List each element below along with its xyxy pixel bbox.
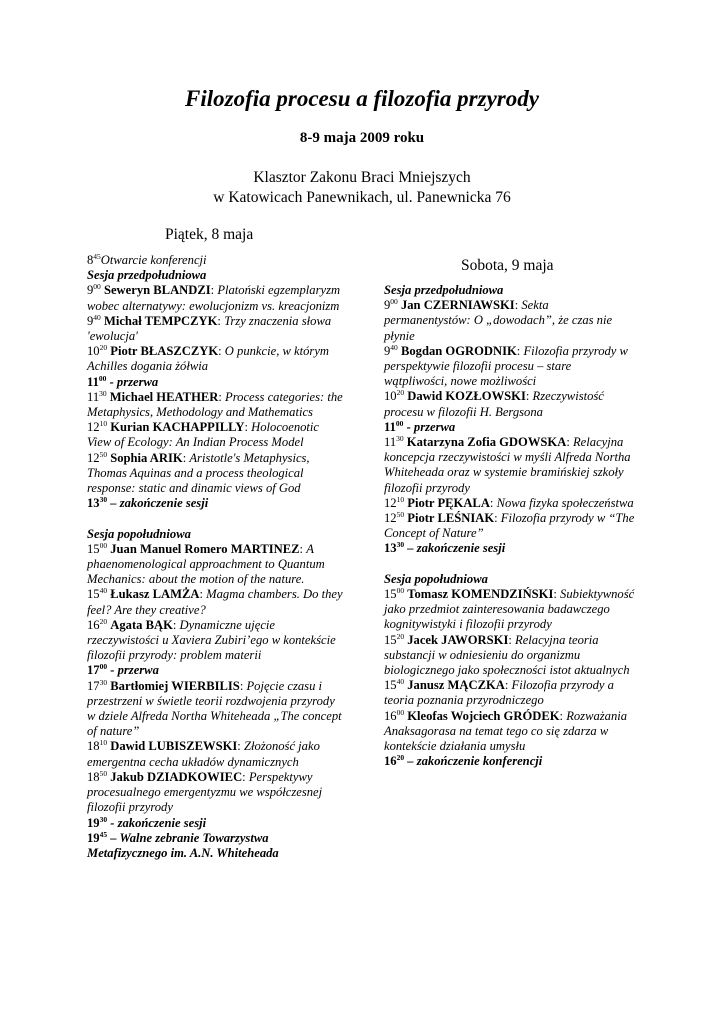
- time-hour: 17: [87, 678, 100, 693]
- time-minutes: 50: [99, 768, 108, 778]
- program-item: $9^{40}$ Bogdan OGRODNIK: Filozofia przyrody w perspektywie filozofii procesu – stare wątpliwości, nowe możliwości: [384, 342, 628, 389]
- time: [87, 618, 107, 632]
- program-item: $11^{30}$ Katarzyna Zofia GDOWSKA: Relacyjna koncepcja rzeczywistości w myśli Alfreda Northa Whiteheada oraz w systemie bramińskiej szkoły filozofii przyrody: [384, 434, 631, 495]
- talk-title: Magma chambers. Do they feel? Are they creative?: [87, 587, 343, 617]
- program-item: [384, 420, 636, 435]
- talk-title: Trzy znaczenia słowa 'ewolucja': [87, 313, 332, 344]
- program-item: [384, 541, 636, 556]
- time: [384, 511, 404, 525]
- speaker-name: Jakub DZIADKOWIEC: [110, 769, 243, 784]
- venue: [0, 168, 724, 208]
- program-item: $15^{40}$ Łukasz LAMŻA: Magma chambers. Do they feel? Are they creative?: [87, 586, 343, 617]
- session-heading: [384, 283, 636, 298]
- talk-title: Subiektywność jako przedmiot zainteresowania badawczego kognitywistyki i filozofii przyrody: [384, 587, 635, 632]
- time: [87, 451, 107, 465]
- time-hour: 18: [87, 769, 100, 784]
- time-minutes: 30: [396, 540, 405, 550]
- speaker-name: Dawid LUBISZEWSKI: [110, 739, 238, 754]
- time-minutes: 00: [395, 418, 404, 428]
- speaker-name: Piotr PĘKALA: [407, 495, 490, 510]
- time-hour: 15: [384, 587, 397, 602]
- time-minutes: 30: [99, 388, 107, 398]
- time-hour: 15: [384, 678, 397, 693]
- speaker-name: Kurian KACHAPPILLY: [110, 420, 245, 435]
- time-minutes: 30: [99, 677, 108, 687]
- item-text: Otwarcie konferencji: [100, 253, 207, 267]
- time: [87, 283, 101, 297]
- program-item: $15^{00}$ Tomasz KOMENDZIŃSKI: Subiektywność jako przedmiot zainteresowania badawczego kognitywistyki i filozofii przyrody: [384, 586, 635, 632]
- time-hour: 16: [87, 617, 100, 632]
- talk-title: Holocoenotic View of Ecology: An Indian Process Model: [87, 420, 320, 450]
- time-hour: 16: [384, 708, 397, 723]
- speaker-name: Jan CZERNIAWSKI: [400, 298, 515, 313]
- time: [87, 831, 107, 845]
- speaker-name: Bogdan OGRODNIK: [400, 343, 517, 358]
- time: [87, 816, 107, 830]
- time-minutes: 00: [396, 707, 405, 717]
- break-label: – Walne zebranie Towarzystwa Metafizycznego im. A.N. Whiteheada: [87, 830, 279, 860]
- saturday-heading: Sobota, 9 maja: [461, 257, 554, 274]
- program-item: [87, 663, 345, 678]
- program-item: $12^{10}$ Piotr PĘKALA: Nowa fizyka społeczeństwa: [384, 494, 634, 510]
- time-hour: 11: [87, 374, 99, 389]
- time: [384, 298, 398, 312]
- saturday-program: [384, 283, 636, 769]
- program-item: $9^{00}$ Jan CZERNIAWSKI: Sekta permanentystów: O „dowodach”, że czas nie płynie: [384, 297, 613, 343]
- time-hour: 11: [87, 389, 100, 404]
- program-item: $15^{20}$ Jacek JAWORSKI: Relacyjna teoria substancji w odniesieniu do organizmu biologicznego jako społeczności istot aktualnych: [384, 631, 630, 678]
- program-item: $18^{10}$ Dawid LUBISZEWSKI: Złożoność jako emergentna cecha układów dynamicznych: [87, 738, 320, 769]
- time: [87, 375, 106, 389]
- session-label: Sesja przedpołudniowa: [87, 268, 207, 283]
- time-minutes: 10: [99, 419, 108, 429]
- spacer: [384, 557, 636, 572]
- talk-title: Złożoność jako emergentna cecha układów dynamicznych: [87, 739, 320, 769]
- time: [87, 253, 101, 267]
- time: [384, 435, 404, 449]
- speaker-name: Sophia ARIK: [110, 450, 183, 465]
- time-hour: 13: [87, 496, 100, 511]
- speaker-name: Michał TEMPCZYK: [103, 313, 218, 328]
- time-hour: 18: [87, 739, 100, 754]
- speaker-name: Bartłomiej WIERBILIS: [110, 678, 240, 693]
- speaker-name: Dawid KOZŁOWSKI: [407, 389, 526, 404]
- speaker-name: Piotr BŁASZCZYK: [110, 344, 219, 359]
- time-hour: 10: [87, 344, 100, 359]
- time-minutes: 40: [396, 677, 405, 687]
- time-hour: 8: [87, 253, 94, 267]
- time-minutes: 45: [99, 829, 108, 839]
- time-minutes: 40: [390, 342, 398, 352]
- time-minutes: 00: [99, 540, 108, 550]
- time-hour: 12: [384, 511, 397, 526]
- talk-title: Dynamiczne ujęcie rzeczywistości u Xaviera Zubiri’ego w kontekście filozofii przyrody: problem materii: [87, 617, 336, 663]
- spacer: [87, 511, 345, 526]
- time-hour: 19: [87, 815, 100, 830]
- talk-title: Filozofia przyrody a teoria poznania przyrodniczego: [384, 678, 614, 708]
- time: [87, 496, 107, 510]
- program-item: [87, 496, 345, 511]
- talk-title: Relacyjna koncepcja rzeczywistości w myśli Alfreda Northa Whiteheada oraz w systemie bramińskiej szkoły filozofii przyrody: [384, 435, 631, 495]
- talk-title: Rzeczywistość procesu w filozofii H. Bergsona: [384, 389, 604, 419]
- time: [87, 542, 107, 556]
- talk-title: O punkcie, w którym Achilles dogania żółwia: [87, 344, 330, 374]
- time: [384, 389, 404, 403]
- time-minutes: 00: [98, 373, 107, 383]
- time-hour: 9: [384, 298, 391, 313]
- time: [87, 587, 107, 601]
- time: [87, 679, 107, 693]
- talk-title: Pojęcie czasu i przestrzeni w świetle teorii rozdwojenia przyrody w dziele Alfreda Northa Whiteheada „The concept of nature”: [87, 678, 342, 739]
- program-item: $17^{30}$ Bartłomiej WIERBILIS: Pojęcie czasu i przestrzeni w świetle teorii rozdwojenia przyrody w dziele Alfreda Northa Whiteheada „The concept of nature”: [87, 677, 342, 739]
- speaker-name: Juan Manuel Romero MARTINEZ: [110, 541, 300, 556]
- time: [384, 496, 404, 510]
- talk-title: Rozważania Anaksagorasa na temat tego co się zdarza w kontekście działania umysłu: [384, 708, 628, 754]
- session-label: Sesja popołudniowa: [384, 571, 488, 586]
- friday-program: [87, 253, 345, 861]
- session-label: Sesja popołudniowa: [87, 526, 191, 541]
- program-item: $15^{40}$ Janusz MĄCZKA: Filozofia przyrody a teoria poznania przyrodniczego: [384, 677, 614, 708]
- program-item: $15^{00}$ Juan Manuel Romero MARTINEZ: A phaenomenological approachment to Quantum Mechanics: about the motion of the nature.: [87, 540, 325, 587]
- time: [384, 344, 398, 358]
- program-item: $16^{00}$ Kleofas Wojciech GRÓDEK: Rozważania Anaksagorasa na temat tego co się zdarza w kontekście działania umysłu: [384, 707, 628, 754]
- venue-line-1: Klasztor Zakonu Braci Mniejszych: [253, 169, 471, 186]
- time-minutes: 40: [93, 312, 101, 322]
- time-minutes: 00: [390, 297, 398, 307]
- talk-title: A phaenomenological approachment to Quantum Mechanics: about the motion of the nature.: [87, 541, 325, 587]
- time-hour: 9: [87, 283, 94, 298]
- program-item: [87, 831, 345, 861]
- time: [384, 709, 404, 723]
- time-hour: 11: [384, 435, 397, 450]
- speaker-name: Łukasz LAMŻA: [110, 587, 200, 602]
- speaker-name: Jacek JAWORSKI: [407, 632, 509, 647]
- break-label: - przerwa: [406, 419, 456, 434]
- time-minutes: 50: [396, 510, 405, 520]
- conference-dates: 8-9 maja 2009 roku: [299, 130, 425, 146]
- break-label: – zakończenie sesji: [110, 496, 209, 511]
- time: [87, 344, 107, 358]
- talk-title: Perspektywy procesualnego emergentyzmu we współczesnej filozofii przyrody: [87, 769, 323, 815]
- page-title: Filozofia procesu a filozofia przyrody: [185, 86, 539, 111]
- time-minutes: 20: [99, 616, 108, 626]
- time-minutes: 00: [93, 282, 101, 292]
- time-minutes: 20: [396, 631, 405, 641]
- program-item: $9^{40}$ Michał TEMPCZYK: Trzy znaczenia słowa 'ewolucja': [87, 312, 332, 344]
- session-label: Sesja przedpołudniowa: [384, 283, 504, 297]
- time-hour: 13: [384, 541, 397, 556]
- program-item: [87, 816, 345, 831]
- talk-title: Filozofia przyrody w “The Concept of Nature”: [384, 511, 635, 541]
- break-label: – zakończenie sesji: [407, 541, 506, 556]
- talk-title: Filozofia przyrody w perspektywie filozofii procesu – stare wątpliwości, nowe możliwości: [384, 343, 628, 389]
- time: [87, 390, 107, 404]
- time-minutes: 20: [396, 388, 405, 398]
- time-hour: 17: [87, 663, 100, 678]
- talk-title: Nowa fizyka społeczeństwa: [496, 495, 634, 510]
- time-hour: 15: [87, 541, 100, 556]
- time-hour: 12: [87, 450, 100, 465]
- time: [87, 420, 107, 434]
- program-item: [87, 375, 345, 390]
- time: [384, 587, 404, 601]
- time-hour: 15: [384, 632, 397, 647]
- break-label: – zakończenie konferencji: [407, 754, 543, 769]
- time-hour: 10: [384, 389, 397, 404]
- program-item: $10^{20}$ Piotr BŁASZCZYK: O punkcie, w którym Achilles dogania żółwia: [87, 343, 330, 374]
- break-label: - zakończenie sesji: [110, 815, 207, 830]
- speaker-name: Seweryn BLANDZI: [103, 283, 211, 298]
- talk-title: Aristotle's Metaphysics, Thomas Aquinas and a process theological response: static and dinamic views of God: [87, 450, 310, 496]
- time-hour: 9: [384, 343, 391, 358]
- time-hour: 11: [384, 419, 396, 434]
- program-item: $10^{20}$ Dawid KOZŁOWSKI: Rzeczywistość procesu w filozofii H. Bergsona: [384, 388, 604, 419]
- time-hour: 15: [87, 587, 100, 602]
- talk-title: Relacyjna teoria substancji w odniesieniu do organizmu biologicznego jako społeczności istot aktualnych: [384, 632, 630, 678]
- program-item: $12^{10}$ Kurian KACHAPPILLY: Holocoenotic View of Ecology: An Indian Process Model: [87, 419, 320, 450]
- time-minutes: 10: [99, 738, 108, 748]
- time-minutes: 00: [396, 586, 405, 596]
- time-hour: 16: [384, 754, 397, 769]
- time-minutes: 30: [396, 434, 404, 444]
- speaker-name: Katarzyna Zofia GDOWSKA: [406, 435, 567, 450]
- talk-title: Sekta permanentystów: O „dowodach”, że czas nie płynie: [384, 298, 613, 343]
- time: [87, 739, 107, 753]
- time-hour: 19: [87, 830, 100, 845]
- time-hour: 9: [87, 313, 94, 328]
- time-minutes: 20: [396, 753, 405, 763]
- program-item: $9^{00}$ Seweryn BLANDZI: Platoński egzemplaryzm wobec alternatywy: ewolucjonizm vs. kreacjonizm: [87, 282, 341, 313]
- speaker-name: Tomasz KOMENDZIŃSKI: [407, 587, 554, 602]
- time: [384, 420, 403, 434]
- program-item: $11^{30}$ Michael HEATHER: Process categories: the Metaphysics, Methodology and Mathematics: [87, 388, 343, 420]
- friday-heading: Piątek, 8 maja: [165, 226, 254, 243]
- break-label: - przerwa: [110, 663, 159, 678]
- time: [87, 663, 107, 677]
- program-item: $16^{20}$ Agata BĄK: Dynamiczne ujęcie rzeczywistości u Xaviera Zubiri’ego w kontekście filozofii przyrody: problem materii: [87, 616, 336, 663]
- time: [384, 754, 404, 768]
- time: [87, 770, 107, 784]
- speaker-name: Michael HEATHER: [109, 389, 219, 404]
- time: [87, 314, 101, 328]
- program-item: [87, 253, 345, 268]
- time-hour: 12: [384, 495, 397, 510]
- venue-line-2: w Katowicach Panewnikach, ul. Panewnicka 76: [213, 189, 511, 206]
- program-item: [384, 754, 636, 769]
- time-minutes: 00: [99, 662, 108, 672]
- speaker-name: Piotr LEŚNIAK: [407, 511, 495, 526]
- program-item: $18^{50}$ Jakub DZIADKOWIEC: Perspektywy procesualnego emergentyzmu we współczesnej filozofii przyrody: [87, 768, 323, 815]
- time-minutes: 40: [99, 586, 108, 596]
- time-minutes: 20: [99, 343, 108, 353]
- time: [384, 633, 404, 647]
- time-minutes: 30: [99, 814, 108, 824]
- session-heading: [87, 527, 345, 542]
- time-minutes: 30: [99, 495, 108, 505]
- time-minutes: 50: [99, 449, 108, 459]
- talk-title: Process categories: the Metaphysics, Methodology and Mathematics: [87, 389, 343, 420]
- speaker-name: Kleofas Wojciech GRÓDEK: [407, 708, 560, 723]
- time: [384, 678, 404, 692]
- time-hour: 12: [87, 420, 100, 435]
- time-minutes: 45: [93, 252, 101, 261]
- session-heading: [384, 572, 636, 587]
- time-minutes: 10: [396, 494, 405, 504]
- program-item: $12^{50}$ Piotr LEŚNIAK: Filozofia przyrody w “The Concept of Nature”: [384, 510, 635, 541]
- break-label: - przerwa: [109, 374, 159, 389]
- speaker-name: Agata BĄK: [110, 617, 173, 632]
- speaker-name: Janusz MĄCZKA: [407, 678, 505, 693]
- program-item: $12^{50}$ Sophia ARIK: Aristotle's Metaphysics, Thomas Aquinas and a process theological response: static and dinamic views of God: [87, 449, 310, 496]
- time: [384, 541, 404, 555]
- talk-title: Platoński egzemplaryzm wobec alternatywy: ewolucjonizm vs. kreacjonizm: [87, 283, 341, 313]
- session-heading: [87, 268, 345, 283]
